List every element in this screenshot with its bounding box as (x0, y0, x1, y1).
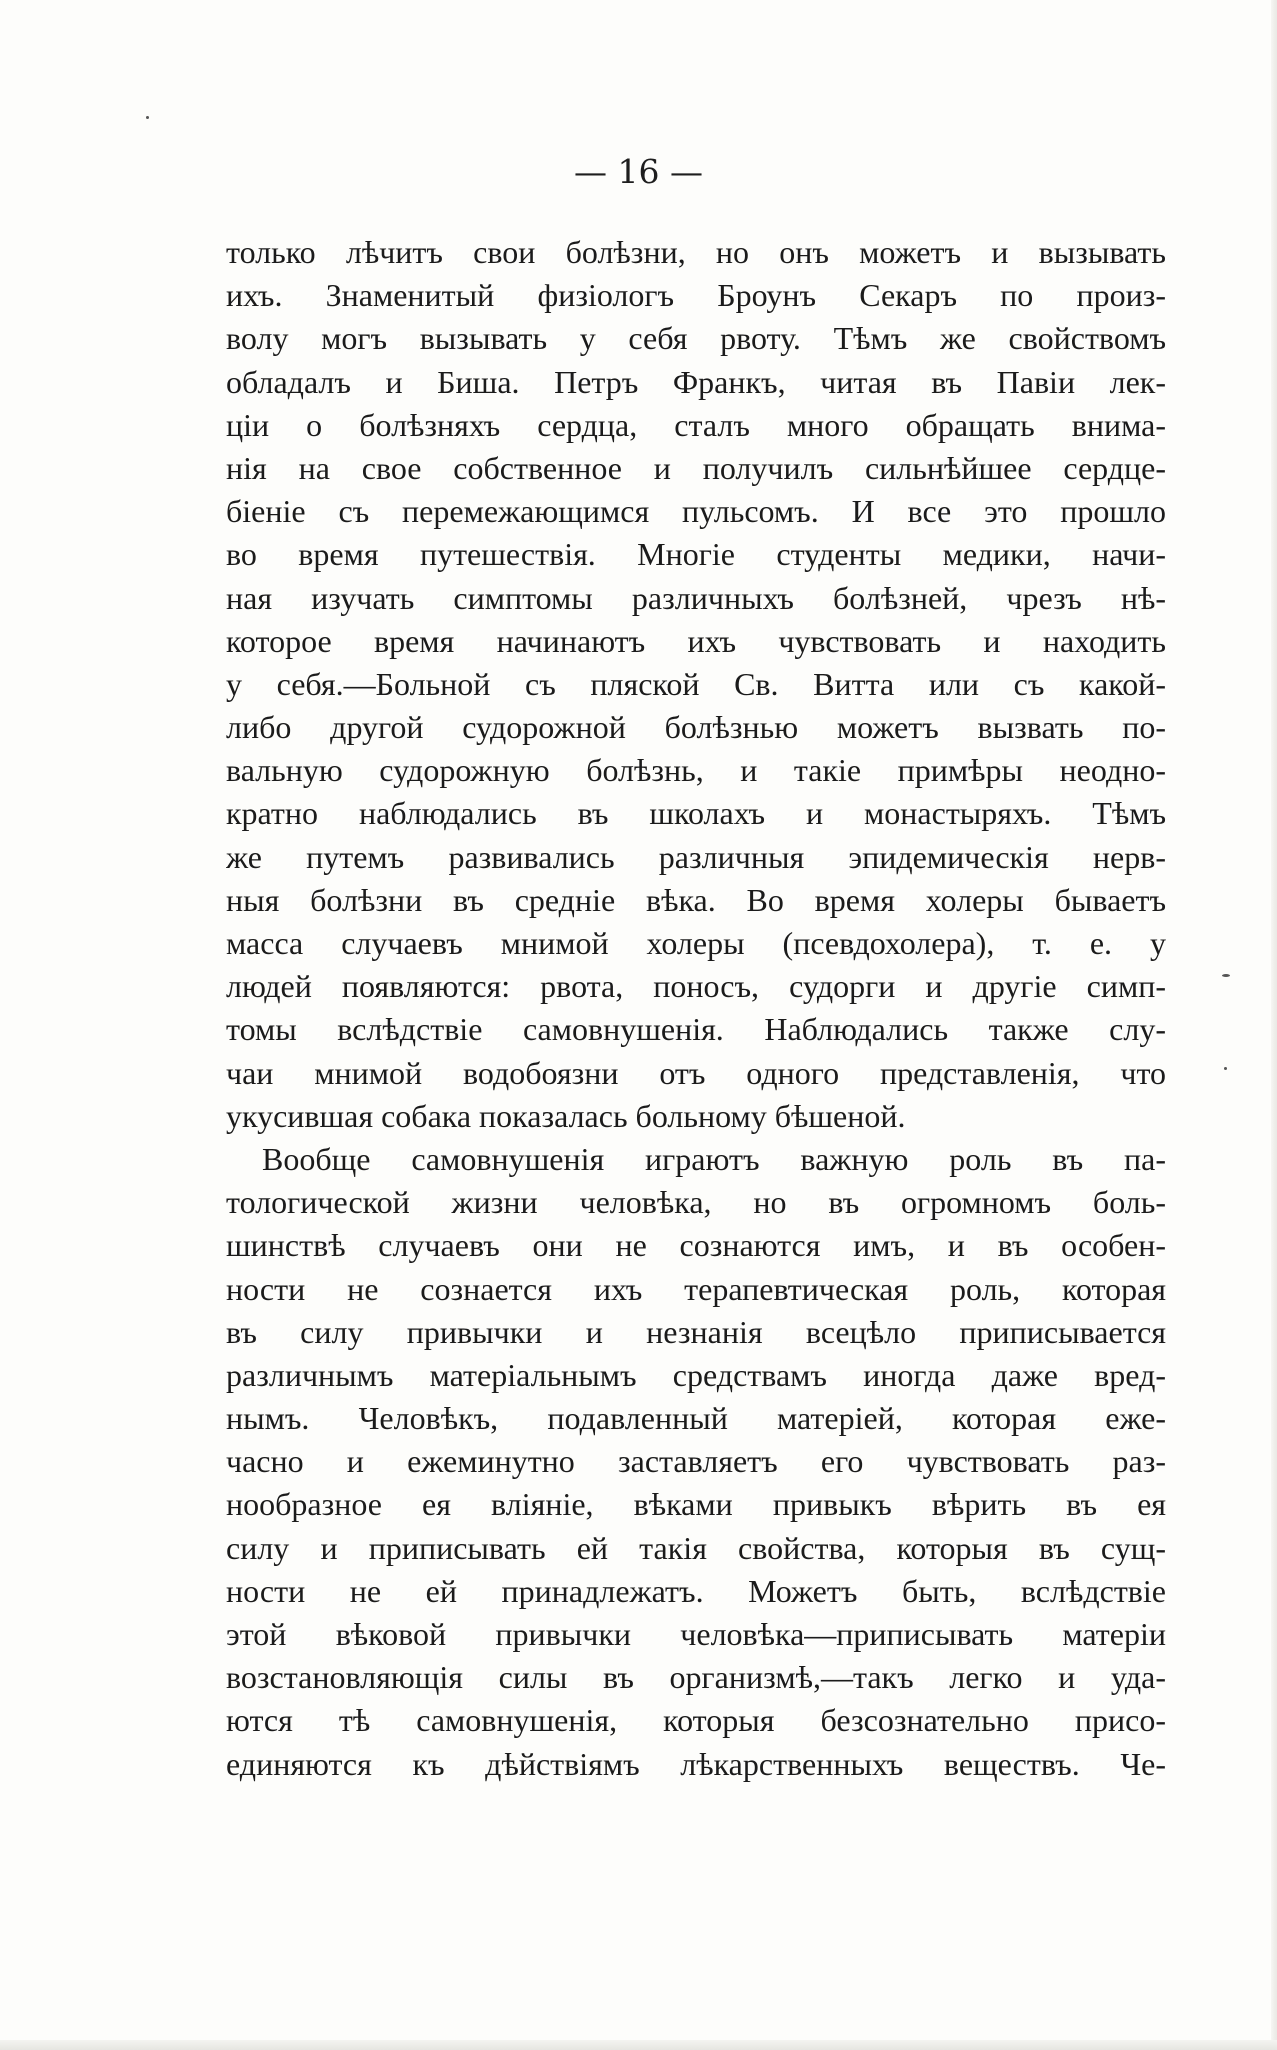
text-line: часно и ежеминутно заставляетъ его чувствовать раз- (226, 1443, 1166, 1480)
text-line: единяются къ дѣйствіямъ лѣкарственныхъ веществъ. Че- (226, 1745, 1166, 1782)
page-edge-shadow (1271, 0, 1277, 2050)
text-line: возстановляющія силы въ организмѣ,—такъ легко и уда- (226, 1659, 1166, 1696)
text-line: нообразное ея вліяніе, вѣками привыкъ вѣрить въ ея (226, 1486, 1166, 1523)
text-line: въ силу привычки и незнанія всецѣло приписывается (226, 1313, 1166, 1350)
text-line: нымъ. Человѣкъ, подавленный матеріей, которая еже- (226, 1400, 1166, 1437)
text-line: нія на свое собственное и получилъ сильнѣйшее сердце- (226, 449, 1166, 486)
page-number: — 16 — (574, 152, 703, 191)
text-line: ности не ей принадлежатъ. Можетъ быть, вслѣдствіе (226, 1572, 1166, 1609)
text-line: у себя.—Больной съ пляской Св. Витта или съ какой- (226, 665, 1166, 702)
text-line: вальную судорожную болѣзнь, и такіе примѣры неодно- (226, 752, 1166, 789)
text-line: либо другой судорожной болѣзнью можетъ вызвать по- (226, 709, 1166, 746)
text-line: ціи о болѣзняхъ сердца, сталъ много обращать внима- (226, 406, 1166, 443)
text-line: ныя болѣзни въ средніе вѣка. Во время холеры бываетъ (226, 881, 1166, 918)
text-line: же путемъ развивались различныя эпидемическія нерв- (226, 838, 1166, 875)
text-line: во время путешествія. Многіе студенты медики, начи- (226, 536, 1166, 573)
text-line: масса случаевъ мнимой холеры (псевдохолера), т. е. у (226, 925, 1166, 961)
text-line: томы вслѣдствіе самовнушенія. Наблюдались также слу- (226, 1011, 1166, 1048)
text-line: біеніе съ перемежающимся пульсомъ. И все это прошло (226, 493, 1166, 530)
text-line: этой вѣковой привычки человѣка—приписывать матеріи (226, 1616, 1166, 1652)
text-line: обладалъ и Биша. Петръ Франкъ, читая въ Павіи лек- (226, 363, 1166, 400)
paragraph-1 (226, 231, 1166, 1138)
text-line: тологической жизни человѣка, но въ огромномъ боль- (226, 1184, 1166, 1221)
paper-speck (146, 116, 149, 119)
text-line: укусившая собака показалась больному бѣшеной. (226, 1097, 906, 1134)
body-text (226, 231, 1166, 1786)
text-line: людей появляются: рвота, поносъ, судорги и другіе симп- (226, 968, 1166, 1005)
text-line: Вообще самовнушенія играютъ важную роль въ па- (262, 1140, 1166, 1177)
text-line: шинствѣ случаевъ они не сознаются имъ, и въ особен- (226, 1227, 1166, 1264)
text-line: ности не сознается ихъ терапевтическая роль, которая (226, 1270, 1166, 1307)
text-line: ихъ. Знаменитый физіологъ Броунъ Секаръ по произ- (226, 277, 1166, 314)
text-line: волу могъ вызывать у себя рвоту. Тѣмъ же свойствомъ (226, 320, 1166, 357)
text-line: силу и приписывать ей такія свойства, которыя въ сущ- (226, 1529, 1166, 1566)
paper-speck (1224, 1067, 1227, 1070)
text-line: различнымъ матеріальнымъ средствамъ иногда даже вред- (226, 1356, 1166, 1393)
text-line: ная изучать симптомы различныхъ болѣзней, чрезъ нѣ- (226, 579, 1166, 616)
page-bottom-edge (0, 2040, 1277, 2050)
text-line: кратно наблюдались въ школахъ и монастыряхъ. Тѣмъ (226, 795, 1166, 832)
text-line: только лѣчитъ свои болѣзни, но онъ можетъ и вызывать (226, 234, 1166, 270)
paper-speck (1222, 974, 1230, 977)
text-line: чаи мнимой водобоязни отъ одного представленія, что (226, 1054, 1166, 1091)
paragraph-2 (226, 1138, 1166, 1786)
text-line: которое время начинаютъ ихъ чувствовать и находить (226, 622, 1166, 659)
text-line: ются тѣ самовнушенія, которыя безсознательно присо- (226, 1702, 1166, 1739)
